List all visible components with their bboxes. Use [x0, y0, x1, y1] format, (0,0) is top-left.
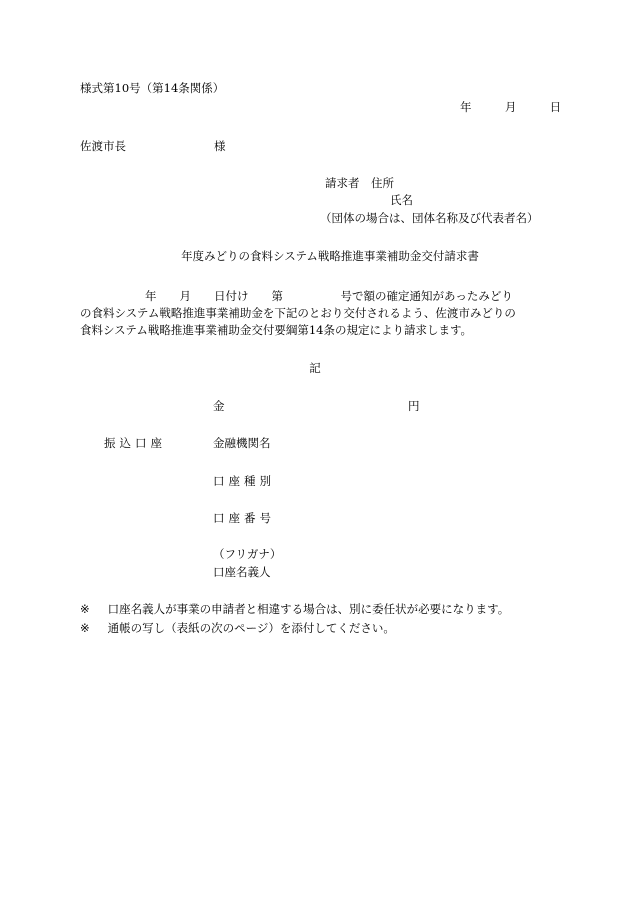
- account-type-label: 口座種別: [213, 474, 275, 488]
- date-line: [460, 102, 561, 114]
- furigana-label: （フリガナ）: [213, 547, 282, 561]
- note-1: [80, 604, 509, 616]
- amount-unit: 円: [408, 399, 420, 413]
- date-day: 日: [549, 100, 562, 114]
- account-holder-label: 口座名義人: [213, 565, 271, 579]
- body-line-1: 年 月 日付け 第 号で額の確定通知があったみどり: [145, 289, 513, 303]
- document-title: [0, 251, 630, 263]
- claimant-name-label: 氏名: [390, 193, 413, 207]
- note-1-mark: ※: [80, 602, 90, 616]
- claimant-note: （団体の場合は、団体名称及び代表者名）: [320, 211, 539, 225]
- addressee-honorific: 様: [214, 139, 226, 153]
- body-line-3: 食料システム戦略推進事業補助金交付要綱第14条の規定により請求します。: [80, 323, 473, 337]
- note-2-mark: ※: [80, 621, 90, 635]
- date-month: 月: [504, 100, 517, 114]
- body-text: [80, 288, 560, 339]
- body-line-2: の食料システム戦略推進事業補助金を下記のとおり交付されるよう、佐渡市みどりの: [80, 306, 516, 320]
- account-number-label: 口座番号: [213, 511, 275, 525]
- addressee-name: 佐渡市長: [80, 139, 126, 153]
- ki-heading: 記: [309, 361, 321, 375]
- note-1-text: 口座名義人が事業の申請者と相違する場合は、別に委任状が必要になります。: [107, 602, 510, 616]
- note-2: [80, 623, 395, 635]
- note-2-text: 通帳の写し（表紙の次のページ）を添付してください。: [107, 621, 395, 635]
- bank-institution-label: 金融機関名: [213, 436, 271, 450]
- form-number: 様式第10号（第14条関係）: [80, 81, 225, 95]
- document-title-text: 年度みどりの食料システム戦略推進事業補助金交付請求書: [181, 249, 479, 263]
- claimant-address-label: 請求者 住所: [325, 176, 394, 190]
- amount-label: 金: [213, 399, 225, 413]
- addressee: [80, 139, 226, 153]
- bank-account-title: 振込口座: [104, 436, 166, 450]
- date-year: 年: [460, 100, 472, 114]
